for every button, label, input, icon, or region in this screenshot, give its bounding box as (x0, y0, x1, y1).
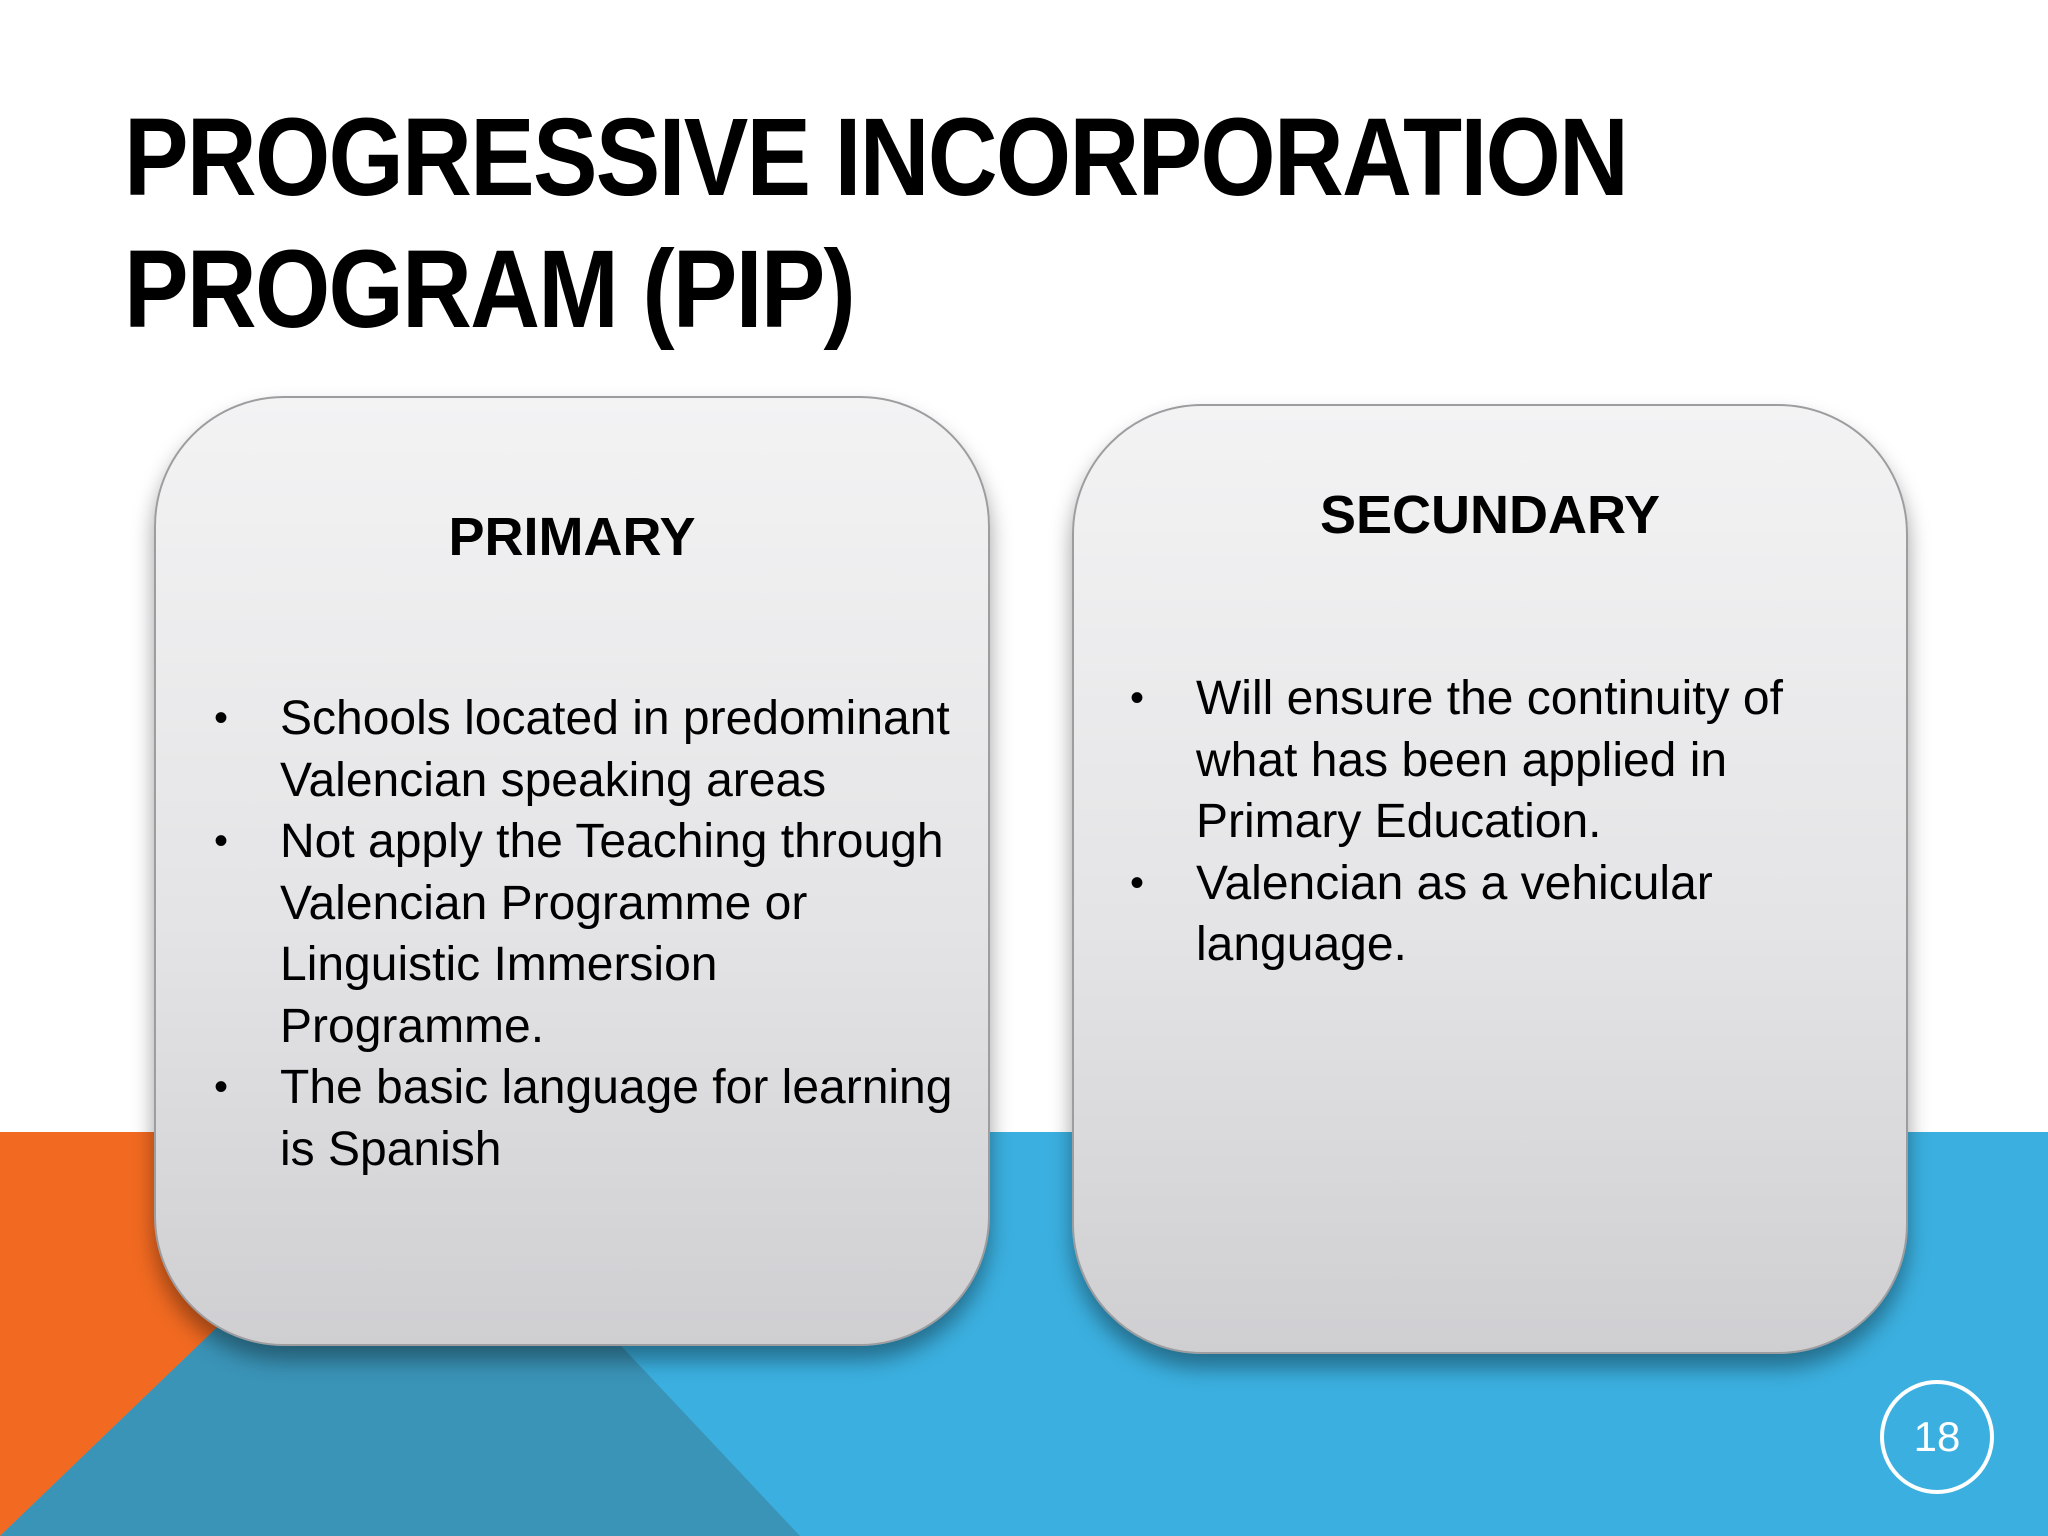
bullet-text: The basic language for learning is Spanish (280, 1061, 953, 1176)
bullet-dot-icon: • (214, 696, 229, 740)
title-line-1: PROGRESSIVE INCORPORATION (124, 96, 1628, 219)
list-item (214, 1057, 980, 1180)
bullet-dot-icon: • (1130, 676, 1145, 720)
bullet-dot-icon: • (214, 819, 229, 863)
bullet-text: Valencian as a vehicular language. (1196, 856, 1713, 971)
bullet-dot-icon: • (214, 1065, 229, 1109)
primary-bullet-list (214, 688, 980, 1180)
list-item (1130, 668, 1896, 853)
slide-title (124, 92, 1627, 356)
secondary-heading: SECUNDARY (1319, 485, 1661, 545)
bullet-text: Schools located in predominant Valencian speaking areas (280, 692, 950, 807)
list-item (1130, 853, 1896, 976)
primary-heading: PRIMARY (448, 507, 696, 567)
bullet-dot-icon: • (1130, 860, 1145, 905)
page-number: 18 (1913, 1413, 1961, 1460)
bullet-text: Not apply the Teaching through Valencian Programme or Linguistic Immersion Programme. (280, 815, 944, 1053)
bullet-text: Will ensure the continuity of what has been applied in Primary Education. (1196, 672, 1783, 848)
title-line-2: PROGRAM (PIP) (124, 228, 855, 351)
page-number-badge (1880, 1380, 1994, 1494)
primary-card (154, 396, 990, 1346)
list-item (214, 811, 980, 1057)
secondary-card (1072, 404, 1908, 1354)
secondary-bullet-list (1130, 668, 1896, 976)
list-item (214, 688, 980, 811)
